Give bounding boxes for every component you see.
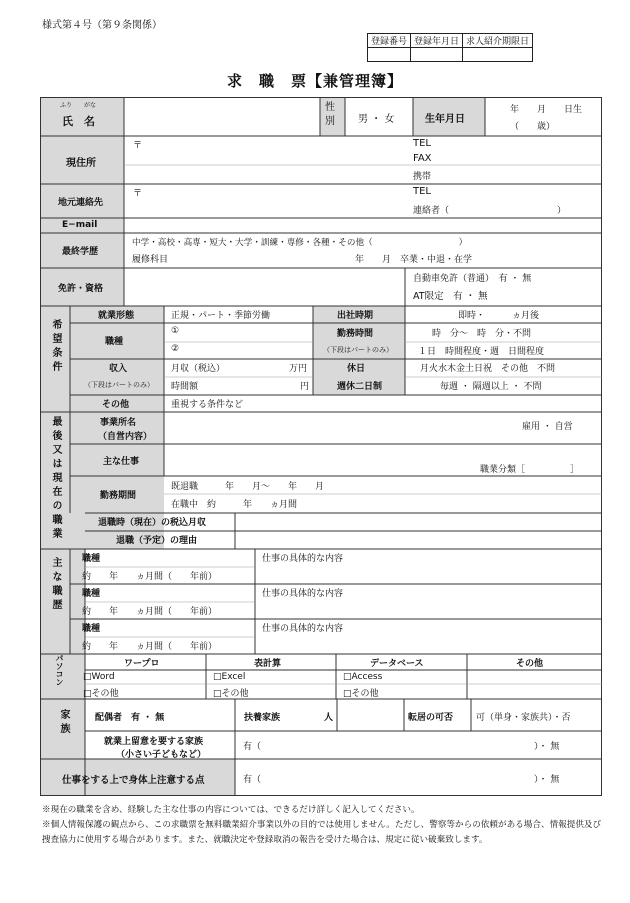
history-job-label-2: 職種 [82, 589, 101, 599]
history-period-2[interactable]: 約 年 ヵ月間（ 年前） [82, 607, 218, 617]
health-end[interactable]: ）・ 無 [534, 775, 560, 785]
job-type-label: 職種 [105, 337, 124, 347]
furigana-label: ふり がな [60, 102, 97, 109]
job2-field[interactable]: ② [171, 344, 180, 354]
wish-section-label: 希望条件 [50, 319, 61, 375]
form-number: 様式第４号（第９条関係） [42, 20, 162, 31]
pc-section-label: パソコン [55, 654, 64, 686]
sex-options[interactable]: 男 ・ 女 [358, 114, 395, 125]
period-label: 勤務期間 [100, 491, 137, 501]
history-job-label-3: 職種 [82, 624, 101, 634]
health-field[interactable]: 有（ [243, 775, 262, 785]
note-2: ※個人情報保護の観点から、この求職票を無料職業紹介事業以外の目的では使用しません。ただし、警察等からの依頼がある場合、情報提供及び捜査協力に使用する場合があります。また、就職決定や登録取消の報告を受けた場合は、規定に従い破棄致します。 [42, 820, 602, 845]
referral-deadline-field[interactable] [463, 48, 533, 62]
name-label: 氏 名 [62, 115, 95, 128]
registration-number-field[interactable] [368, 48, 411, 62]
birth-label: 生年月日 [425, 114, 465, 125]
contact-person-field[interactable]: 連絡者（ ） [413, 206, 567, 216]
employment-type-field[interactable]: 正規・パート・季節労働 [171, 311, 271, 321]
office-label: 事業所名 [100, 418, 137, 428]
hours-parttime-note: （下段はパートのみ） [323, 346, 393, 354]
registration-date-field[interactable] [411, 48, 463, 62]
email-field[interactable] [124, 218, 602, 233]
start-field[interactable]: 即時・ ヵ月後 [458, 311, 540, 321]
care-end[interactable]: ）・ 無 [534, 742, 560, 752]
postal-mark: 〒 [133, 141, 143, 151]
mobile-label: 携帯 [413, 172, 432, 182]
form-grid [40, 97, 602, 796]
access-checkbox[interactable]: □Access [343, 672, 383, 682]
reason-label: 退職（予定）の理由 [116, 536, 198, 546]
current-field[interactable]: 在職中 約 年 ヵ月間 [171, 500, 298, 510]
holiday-field[interactable]: 月火水木金土日祝 その他 不問 [420, 364, 556, 374]
notes [42, 803, 607, 848]
employ-status-field[interactable]: 雇用 ・ 自営 [522, 422, 573, 432]
care-label: 就業上留意を要する家族 [104, 737, 204, 747]
note-1: ※現在の職業を含め、経験した主な仕事の内容については、できるだけ詳しく記入してください。 [42, 805, 420, 815]
health-label: 仕事をする上で身体上注意する点 [62, 775, 205, 786]
database-other-checkbox[interactable]: □その他 [343, 689, 379, 699]
hours2-field[interactable]: １日 時間程度・週 日間程度 [418, 347, 545, 357]
income-label: 収入 [109, 364, 128, 374]
care-field[interactable]: 有（ [243, 742, 262, 752]
fax-label: FAX [413, 153, 432, 164]
local-contact-label: 地元連絡先 [58, 198, 104, 208]
income1-label: 月収（税込） [171, 364, 226, 374]
income-parttime-note: （下段はパートのみ） [84, 381, 154, 389]
weekend2-field[interactable]: 毎週 ・ 隔週以上 ・ 不問 [440, 382, 542, 392]
history-period-3[interactable]: 約 年 ヵ月間（ 年前） [82, 642, 218, 652]
registration-date-label: 登録年月日 [411, 34, 463, 48]
dependents-unit: 人 [324, 713, 334, 723]
at-license-field[interactable]: AT限定 有 ・ 無 [413, 291, 488, 302]
spouse-field[interactable]: 配偶者 有 ・ 無 [95, 713, 165, 723]
grid-lines [40, 97, 602, 796]
main-work-label: 主な仕事 [103, 457, 140, 467]
income1-unit: 万円 [289, 364, 308, 374]
address-label: 現住所 [66, 158, 96, 169]
wordpro-label: ワープロ [124, 659, 160, 669]
pc-other-label: その他 [516, 659, 544, 669]
page-title: 求 職 票【兼管理簿】 [226, 72, 403, 90]
education-options[interactable]: 中学・高校・高専・短大・大学・訓練・専修・各種・その他（ ） [132, 238, 468, 248]
employment-type-label: 就業形態 [98, 311, 135, 321]
income-at-leave-label: 退職時（現在）の税込月収 [98, 518, 207, 528]
local-tel-label: TEL [413, 186, 431, 197]
history-detail-2: 仕事の具体的な内容 [262, 589, 344, 599]
hours1-field[interactable]: 時 分〜 時 分・不問 [432, 329, 532, 339]
history-detail-1: 仕事の具体的な内容 [262, 554, 344, 564]
job1-field[interactable]: ① [171, 326, 180, 336]
history-period-1[interactable]: 約 年 ヵ月間（ 年前） [82, 572, 218, 582]
license-label: 免許・資格 [58, 284, 104, 294]
sex-label: 性別 [325, 102, 335, 127]
registration-number-label: 登録番号 [368, 34, 411, 48]
office-sub-label: （自営内容） [98, 432, 153, 442]
excel-checkbox[interactable]: □Excel [213, 672, 246, 682]
birth-ymd[interactable]: 年 月 日生 [510, 105, 583, 115]
income2-label: 時間額 [171, 382, 199, 392]
wordpro-other-checkbox[interactable]: □その他 [83, 689, 119, 699]
care-sub-label: （小さい子どもなど） [116, 750, 207, 760]
education-label: 最終学歴 [62, 247, 99, 257]
relocation-label: 転居の可否 [408, 713, 454, 723]
income2-unit: 円 [300, 382, 310, 392]
family-section-label: 家族 [58, 709, 69, 737]
retired-field[interactable]: 既退職 年 月〜 年 月 [171, 482, 325, 492]
history-job-label-1: 職種 [82, 554, 101, 564]
name-field[interactable] [124, 97, 320, 136]
current-job-section-label: 最後又は現在の職業 [50, 416, 61, 542]
registration-box [367, 33, 533, 62]
local-postal-mark: 〒 [133, 189, 143, 199]
relocation-field[interactable]: 可（単身・家族共）・否 [476, 713, 571, 723]
word-checkbox[interactable]: □Word [83, 672, 115, 682]
weekend2-label: 週休二日制 [337, 382, 383, 392]
dependents-label: 扶養家族 [244, 713, 281, 723]
age-field[interactable]: （ 歳） [510, 122, 556, 132]
graduation-field[interactable]: 年 月 卒業・中退・在学 [355, 255, 473, 265]
other-conditions-field[interactable]: 重視する条件など [171, 400, 244, 410]
spreadsheet-label: 表計算 [254, 659, 282, 669]
email-label: E−mail [62, 220, 98, 230]
job-category-field[interactable]: 職業分類［ ］ [480, 465, 580, 475]
course-label: 履修科目 [132, 255, 169, 265]
holiday-label: 休日 [347, 364, 366, 374]
history-section-label: 主な職歴 [50, 557, 61, 613]
car-license-field[interactable]: 自動車免許（普通） 有 ・ 無 [413, 274, 532, 284]
database-label: データベース [370, 659, 424, 669]
tel-label: TEL [413, 138, 431, 149]
referral-deadline-label: 求人紹介期限日 [463, 34, 533, 48]
start-label: 出社時期 [337, 311, 374, 321]
hours-label: 勤務時間 [337, 329, 374, 339]
other-conditions-label: その他 [102, 400, 130, 410]
history-detail-3: 仕事の具体的な内容 [262, 624, 344, 634]
spreadsheet-other-checkbox[interactable]: □その他 [213, 689, 249, 699]
